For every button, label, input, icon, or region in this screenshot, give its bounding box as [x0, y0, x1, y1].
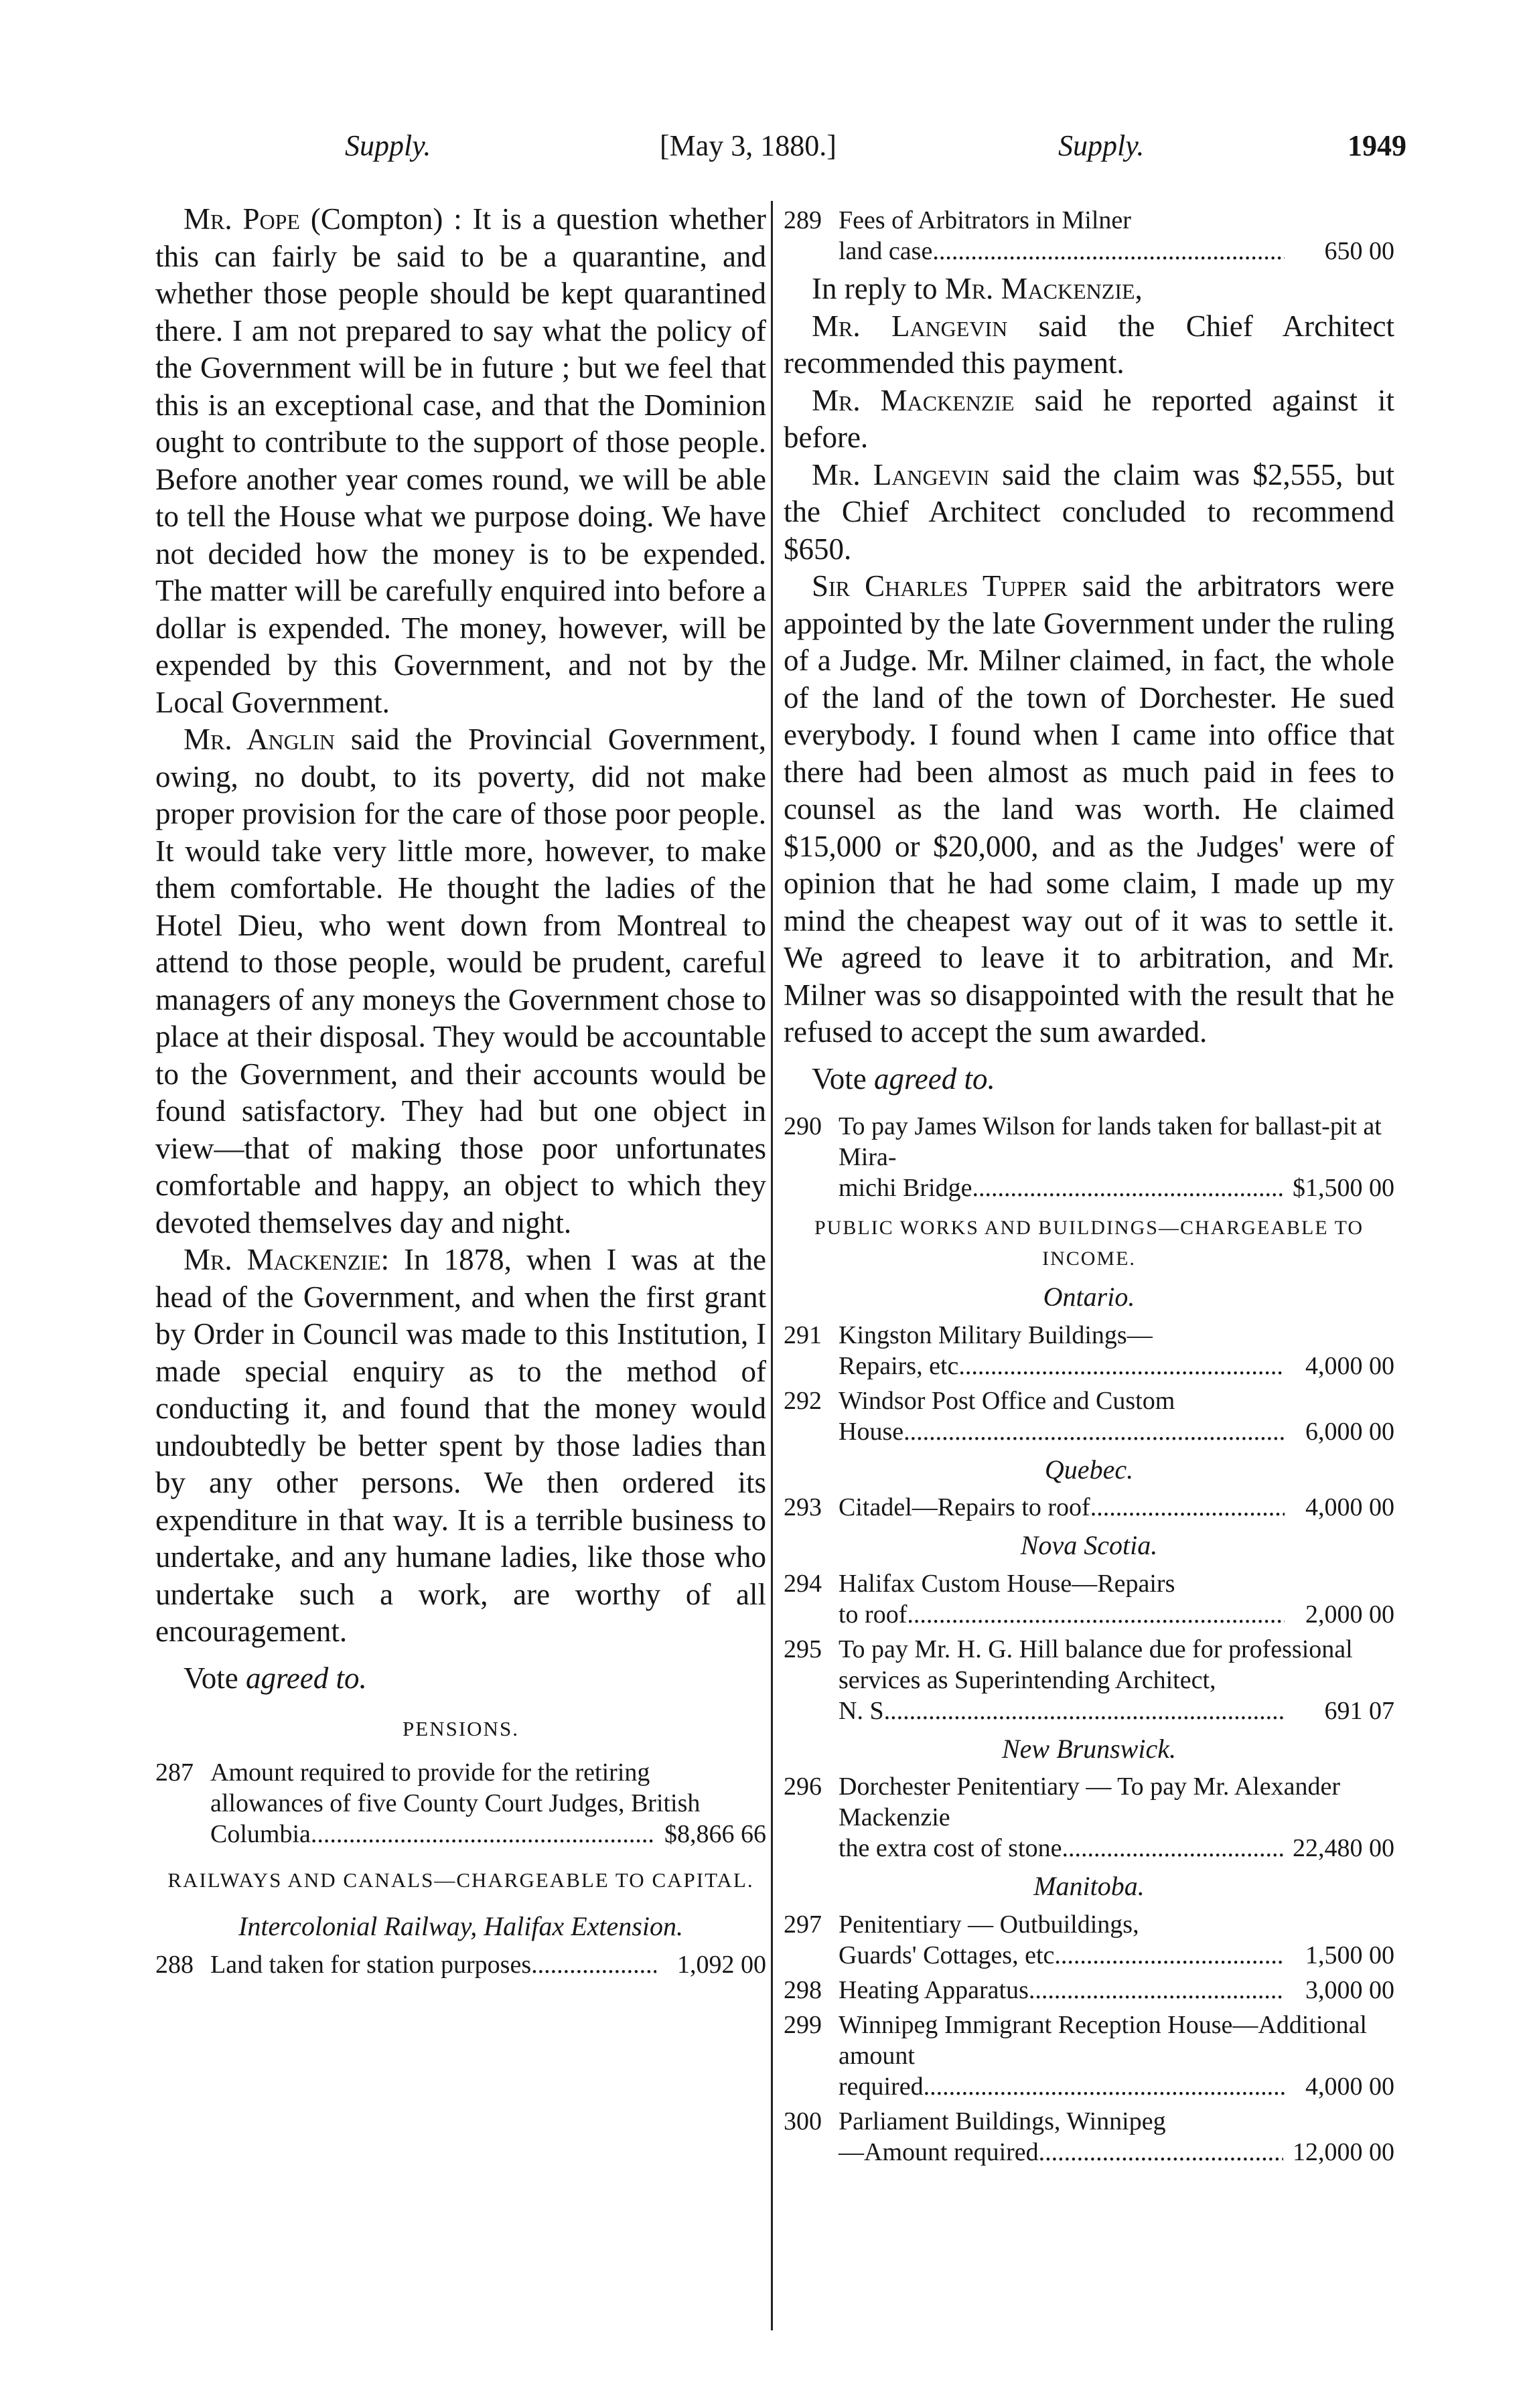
supply-item-297 — [784, 1909, 1394, 1971]
item-amount: 691 07 — [1324, 1696, 1394, 1725]
supply-item-295 — [784, 1634, 1394, 1726]
item-number: 291 — [784, 1321, 822, 1349]
vote-prefix: Vote — [812, 1061, 874, 1096]
leader-dots — [1029, 1975, 1285, 2006]
item-amount: 1,500 00 — [1305, 1941, 1394, 1969]
paragraph-langevin-1 — [784, 308, 1394, 382]
item-number: 297 — [784, 1910, 822, 1939]
paragraph-tupper — [784, 568, 1394, 1051]
section-heading-pensions: PENSIONS. — [403, 1717, 519, 1740]
leader-dots — [907, 1599, 1285, 1630]
speech-text: said the Provincial Government, owing, no doubt, to its poverty, did not make proper provision for the care of those poor people. It would take very little more, however, to make them comfortable. He thought the ladies of the Hotel Dieu, who went down from Montreal to attend to those people, would be prudent, careful managers of any moneys the Government chose to place at their disposal. They would be accountable to the Government, and their accounts would be found satisfactory. They had but one object in view—that of making those poor unfortunates comfortable and happy, an object to which they devoted themselves day and night. — [155, 723, 766, 1239]
item-text: Winnipeg Immigrant Reception House—Additional amount — [839, 2010, 1367, 2070]
item-number: 295 — [784, 1635, 822, 1663]
vote-line — [784, 1061, 1394, 1098]
item-number: 289 — [784, 206, 822, 234]
supply-item-289 — [784, 205, 1394, 267]
item-text: Kingston Military Buildings— — [839, 1321, 1153, 1349]
item-text: Dorchester Penitentiary — To pay Mr. Alexander Mackenzie — [839, 1773, 1341, 1831]
item-text-last: Land taken for station purposes — [210, 1950, 532, 1979]
paragraph-mackenzie — [155, 1241, 766, 1651]
item-amount: 650 00 — [1324, 237, 1394, 265]
speaker-name: Sir Charles Tupper — [812, 569, 1068, 603]
running-head — [154, 129, 1406, 177]
speech-text: said the Chief Architect recommended this payment. — [784, 309, 1394, 380]
leader-dots — [903, 1416, 1285, 1447]
leader-dots — [884, 1696, 1285, 1726]
leader-dots — [958, 1351, 1285, 1381]
subheading-manitoba: Manitoba. — [1033, 1871, 1145, 1901]
leader-dots — [1062, 1833, 1283, 1864]
item-text-last: Heating Apparatus — [839, 1975, 1029, 2004]
speaker-name: Mr. Langevin — [812, 309, 1008, 343]
item-text-last: required — [839, 2072, 924, 2101]
item-text-last: House — [839, 1417, 904, 1446]
item-amount: 2,000 00 — [1305, 1600, 1394, 1629]
speech-text: said he reported against it before. — [784, 383, 1394, 454]
item-amount: 4,000 00 — [1305, 2072, 1394, 2101]
speaker-name: Mr. Anglin — [184, 723, 335, 756]
item-text-last: Columbia — [210, 1819, 311, 1848]
vote-prefix: Vote — [184, 1661, 246, 1695]
item-amount: 1,092 00 — [677, 1950, 766, 1979]
item-amount: 4,000 00 — [1305, 1493, 1394, 1521]
item-number: 296 — [784, 1773, 822, 1801]
item-text-last: Citadel—Repairs to roof — [839, 1493, 1090, 1521]
reply-text: In reply to — [812, 272, 945, 305]
item-text-last: land case — [839, 237, 933, 265]
item-number: 298 — [784, 1975, 822, 2004]
item-text: Windsor Post Office and Custom — [839, 1386, 1175, 1415]
item-text: To pay Mr. H. G. Hill balance due for professional services as Superintending Architect, — [839, 1635, 1353, 1694]
item-text-last: michi Bridge — [839, 1174, 972, 1202]
left-column — [155, 201, 766, 1984]
supply-item-287 — [155, 1757, 766, 1850]
supply-item-300 — [784, 2106, 1394, 2168]
leader-dots — [1090, 1492, 1285, 1523]
item-number: 288 — [155, 1950, 194, 1979]
leader-dots — [1054, 1940, 1285, 1971]
vote-line — [155, 1660, 766, 1698]
subheading-quebec: Quebec. — [1044, 1454, 1134, 1485]
speaker-name: Mr. Mackenzie, — [944, 272, 1143, 305]
column-divider — [771, 201, 773, 2330]
item-text: Penitentiary — Outbuildings, — [839, 1910, 1139, 1939]
supply-item-299 — [784, 2010, 1394, 2102]
subheading-nova-scotia: Nova Scotia. — [1020, 1530, 1158, 1560]
item-text: Parliament Buildings, Winnipeg — [839, 2107, 1166, 2135]
vote-result: agreed to. — [873, 1061, 995, 1096]
speaker-name: Mr. Mackenzie — [184, 1243, 381, 1276]
leader-dots — [924, 2071, 1285, 2102]
vote-result: agreed to. — [245, 1661, 367, 1695]
running-head-date: [May 3, 1880.] — [660, 129, 837, 162]
supply-item-294 — [784, 1568, 1394, 1630]
supply-item-293 — [784, 1492, 1394, 1523]
item-amount: 3,000 00 — [1305, 1975, 1394, 2004]
supply-item-298 — [784, 1975, 1394, 2006]
supply-item-292 — [784, 1385, 1394, 1447]
paragraph-langevin-2 — [784, 457, 1394, 569]
supply-item-288 — [155, 1949, 766, 1980]
leader-dots — [531, 1949, 656, 1980]
running-head-right: Supply. — [1058, 129, 1145, 162]
item-number: 293 — [784, 1493, 822, 1521]
item-text: Fees of Arbitrators in Milner — [839, 206, 1131, 234]
item-number: 300 — [784, 2107, 822, 2135]
item-text-last: N. S — [839, 1696, 884, 1725]
item-text-last: Guards' Cottages, etc — [839, 1941, 1055, 1969]
subheading-ontario: Ontario. — [1043, 1282, 1135, 1312]
item-text-last: the extra cost of stone — [839, 1834, 1062, 1862]
leader-dots — [1039, 2137, 1283, 2168]
paragraph-pope — [155, 201, 766, 721]
speech-text: : In 1878, when I was at the head of the Government, and when the first grant by Order in Council was made to this Institution, I made special enquiry as to the method of conducting it, and found that the money would undoubtedly be better spent by those ladies than by any other persons. We then ordered its expenditure in that way. It is a terrible business to undertake, and any humane ladies, like those who undertake such a work, are worthy of all encouragement. — [155, 1243, 766, 1648]
item-amount: 12,000 00 — [1293, 2137, 1394, 2166]
supply-item-291 — [784, 1320, 1394, 1381]
speaker-name: Mr. Mackenzie — [812, 383, 1015, 417]
page-number: 1949 — [1348, 129, 1406, 162]
leader-dots — [311, 1819, 655, 1850]
supply-item-290 — [784, 1111, 1394, 1203]
item-amount: 6,000 00 — [1305, 1417, 1394, 1446]
leader-dots — [932, 236, 1285, 267]
item-amount: 22,480 00 — [1293, 1834, 1394, 1862]
item-number: 292 — [784, 1386, 822, 1415]
speech-text: said the arbitrators were appointed by the late Government under the ruling of a Judge. Mr. Milner claimed, in fact, the whole of the land of the town of Dorchester. He sued everybody. I found when I came into office that there had been almost as much paid in fees to counsel as the land was worth. He claimed $15,000 or $20,000, and as the Judges' were of opinion that he had some claim, I made up my mind the cheapest way out of it was to settle it. We agreed to leave it to arbitration, and Mr. Milner was so disappointed with the result that he refused to accept the sum awarded. — [784, 569, 1394, 1049]
speech-text: (Compton) : It is a question whether this can fairly be said to be a quarantine, and whether those people should be kept quarantined there. I am not prepared to say what the policy of the Government will be in future ; but we feel that this is an exceptional case, and that the Dominion ought to contribute to the support of those people. Before another year comes round, we will be able to tell the House what we purpose doing. We have not decided how the money is to be expended. The matter will be carefully enquired into before a dollar is expended. The money, however, will be expended by this Government, and not by the Local Government. — [155, 202, 766, 719]
item-number: 299 — [784, 2010, 822, 2039]
running-head-left: Supply. — [345, 129, 431, 162]
item-text-last: Repairs, etc — [839, 1351, 959, 1380]
right-column — [784, 201, 1394, 2172]
supply-item-296 — [784, 1771, 1394, 1864]
subheading-intercolonial: Intercolonial Railway, Halifax Extension. — [238, 1911, 683, 1941]
item-number: 287 — [155, 1758, 194, 1787]
paragraph-anglin — [155, 721, 766, 1241]
paragraph-mackenzie-2 — [784, 382, 1394, 457]
item-amount: 4,000 00 — [1305, 1351, 1394, 1380]
item-text: Halifax Custom House—Repairs — [839, 1569, 1175, 1598]
item-text: To pay James Wilson for lands taken for ballast-pit at Mira- — [839, 1112, 1382, 1171]
section-heading-public-works: PUBLIC WORKS AND BUILDINGS—CHARGEABLE TO INCOME. — [814, 1217, 1364, 1270]
item-text-last: to roof — [839, 1600, 908, 1629]
paragraph-reply — [784, 271, 1394, 308]
speech-text: said the claim was $2,555, but the Chief Architect concluded to recommend $650. — [784, 457, 1395, 566]
item-number: 294 — [784, 1569, 822, 1598]
item-text-last: —Amount required — [839, 2137, 1039, 2166]
item-text: Amount required to provide for the retiring allowances of five County Court Judges, British — [210, 1758, 701, 1817]
speaker-name: Mr. Pope — [184, 202, 300, 236]
leader-dots — [972, 1173, 1283, 1203]
section-heading-railways: RAILWAYS AND CANALS—CHARGEABLE TO CAPITAL. — [167, 1868, 754, 1892]
speaker-name: Mr. Langevin — [812, 457, 990, 492]
subheading-new-brunswick: New Brunswick. — [1002, 1733, 1176, 1764]
item-amount: $8,866 66 — [664, 1819, 766, 1848]
item-amount: $1,500 00 — [1293, 1174, 1394, 1202]
item-number: 290 — [784, 1112, 822, 1140]
